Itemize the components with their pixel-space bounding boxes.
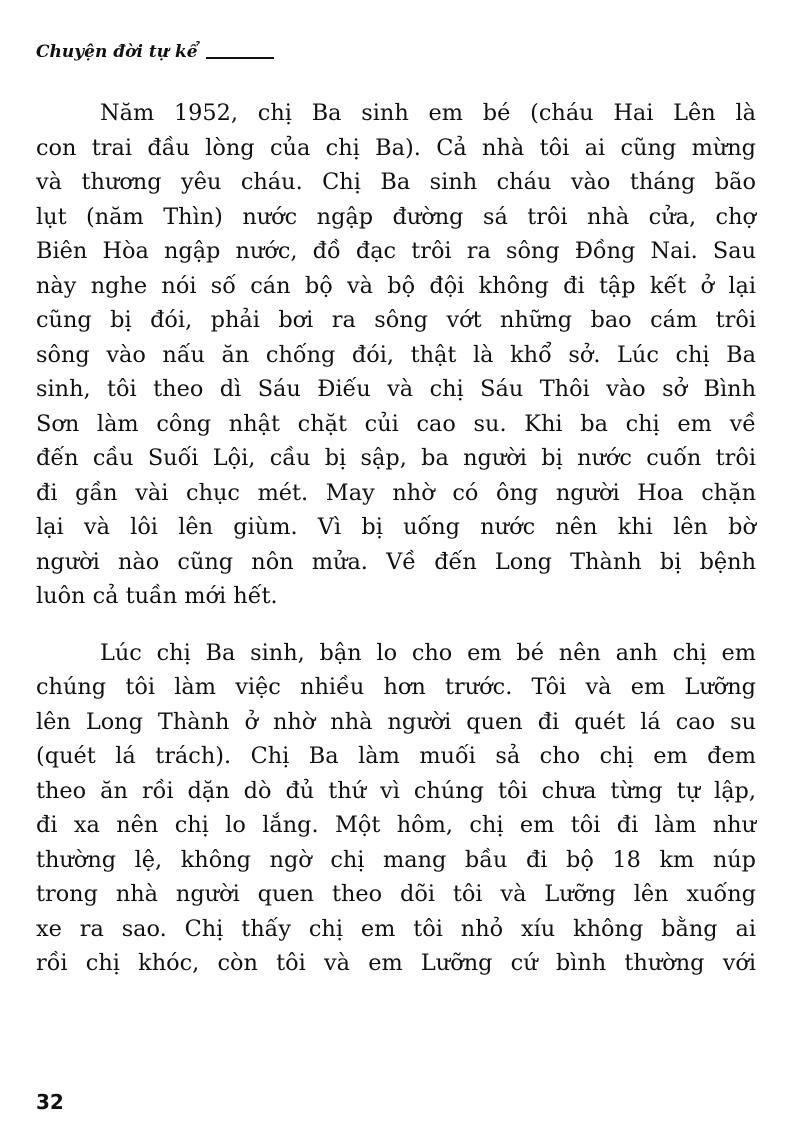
text-line: rồi chị khóc, còn tôi và em Lưỡng cứ bình thường với xyxy=(36,950,756,976)
paragraph-spacer xyxy=(36,614,756,636)
page-number: 32 xyxy=(36,1090,64,1114)
text-line: Biên Hòa ngập nước, đồ đạc trôi ra sông Đồng Nai. Sau xyxy=(36,238,756,264)
running-header xyxy=(36,42,274,62)
text-line: người nào cũng nôn mửa. Về đến Long Thành bị bệnh xyxy=(36,548,756,575)
text-line: này nghe nói số cán bộ và bộ đội không đi tập kết ở lại xyxy=(36,272,756,299)
text-line: trong nhà người quen theo dõi tôi và Lưỡng lên xuống xyxy=(36,881,756,907)
text-line: luôn cả tuần mới hết. xyxy=(36,583,278,609)
paragraph-1 xyxy=(36,96,756,614)
paragraph-2 xyxy=(36,636,756,981)
text-line: lụt (năm Thìn) nước ngập đường sá trôi nhà cửa, chợ xyxy=(36,203,756,230)
text-line: lại và lôi lên giùm. Vì bị uống nước nên khi lên bờ xyxy=(36,514,756,540)
text-line: cũng bị đói, phải bơi ra sông vớt những bao cám trôi xyxy=(36,307,756,333)
text-line: đến cầu Suối Lội, cầu bị sập, ba người bị nước cuốn trôi xyxy=(36,445,756,471)
text-line: lên Long Thành ở nhờ nhà người quen đi quét lá cao su xyxy=(36,708,756,735)
text-line: và thương yêu cháu. Chị Ba sinh cháu vào tháng bão xyxy=(36,169,756,195)
text-line: (quét lá trách). Chị Ba làm muối sả cho chị em đem xyxy=(36,743,756,769)
body-text xyxy=(36,96,756,981)
text-line: thường lệ, không ngờ chị mang bầu đi bộ 18 km núp xyxy=(36,846,756,873)
text-line: xe ra sao. Chị thấy chị em tôi nhỏ xíu không bằng ai xyxy=(36,915,756,942)
running-title: Chuyện đời tự kể xyxy=(36,42,198,62)
text-line: chúng tôi làm việc nhiều hơn trước. Tôi và em Lưỡng xyxy=(36,674,756,700)
text-line: đi xa nên chị lo lắng. Một hôm, chị em tôi đi làm như xyxy=(36,812,756,838)
text-line: Năm 1952, chị Ba sinh em bé (cháu Hai Lên là xyxy=(100,100,756,126)
text-line: theo ăn rồi dặn dò đủ thứ vì chúng tôi chưa từng tự lập, xyxy=(36,777,756,804)
text-line: sinh, tôi theo dì Sáu Điếu và chị Sáu Thôi vào sở Bình xyxy=(36,376,756,402)
text-line: con trai đầu lòng của chị Ba). Cả nhà tôi ai cũng mừng xyxy=(36,134,756,161)
text-line: Lúc chị Ba sinh, bận lo cho em bé nên anh chị em xyxy=(100,639,756,666)
text-line: sông vào nấu ăn chống đói, thật là khổ sở. Lúc chị Ba xyxy=(36,341,756,368)
text-line: Sơn làm công nhật chặt củi cao su. Khi ba chị em về xyxy=(36,410,756,437)
text-line: đi gần vài chục mét. May nhờ có ông người Hoa chặn xyxy=(36,479,756,506)
header-rule xyxy=(206,57,274,59)
